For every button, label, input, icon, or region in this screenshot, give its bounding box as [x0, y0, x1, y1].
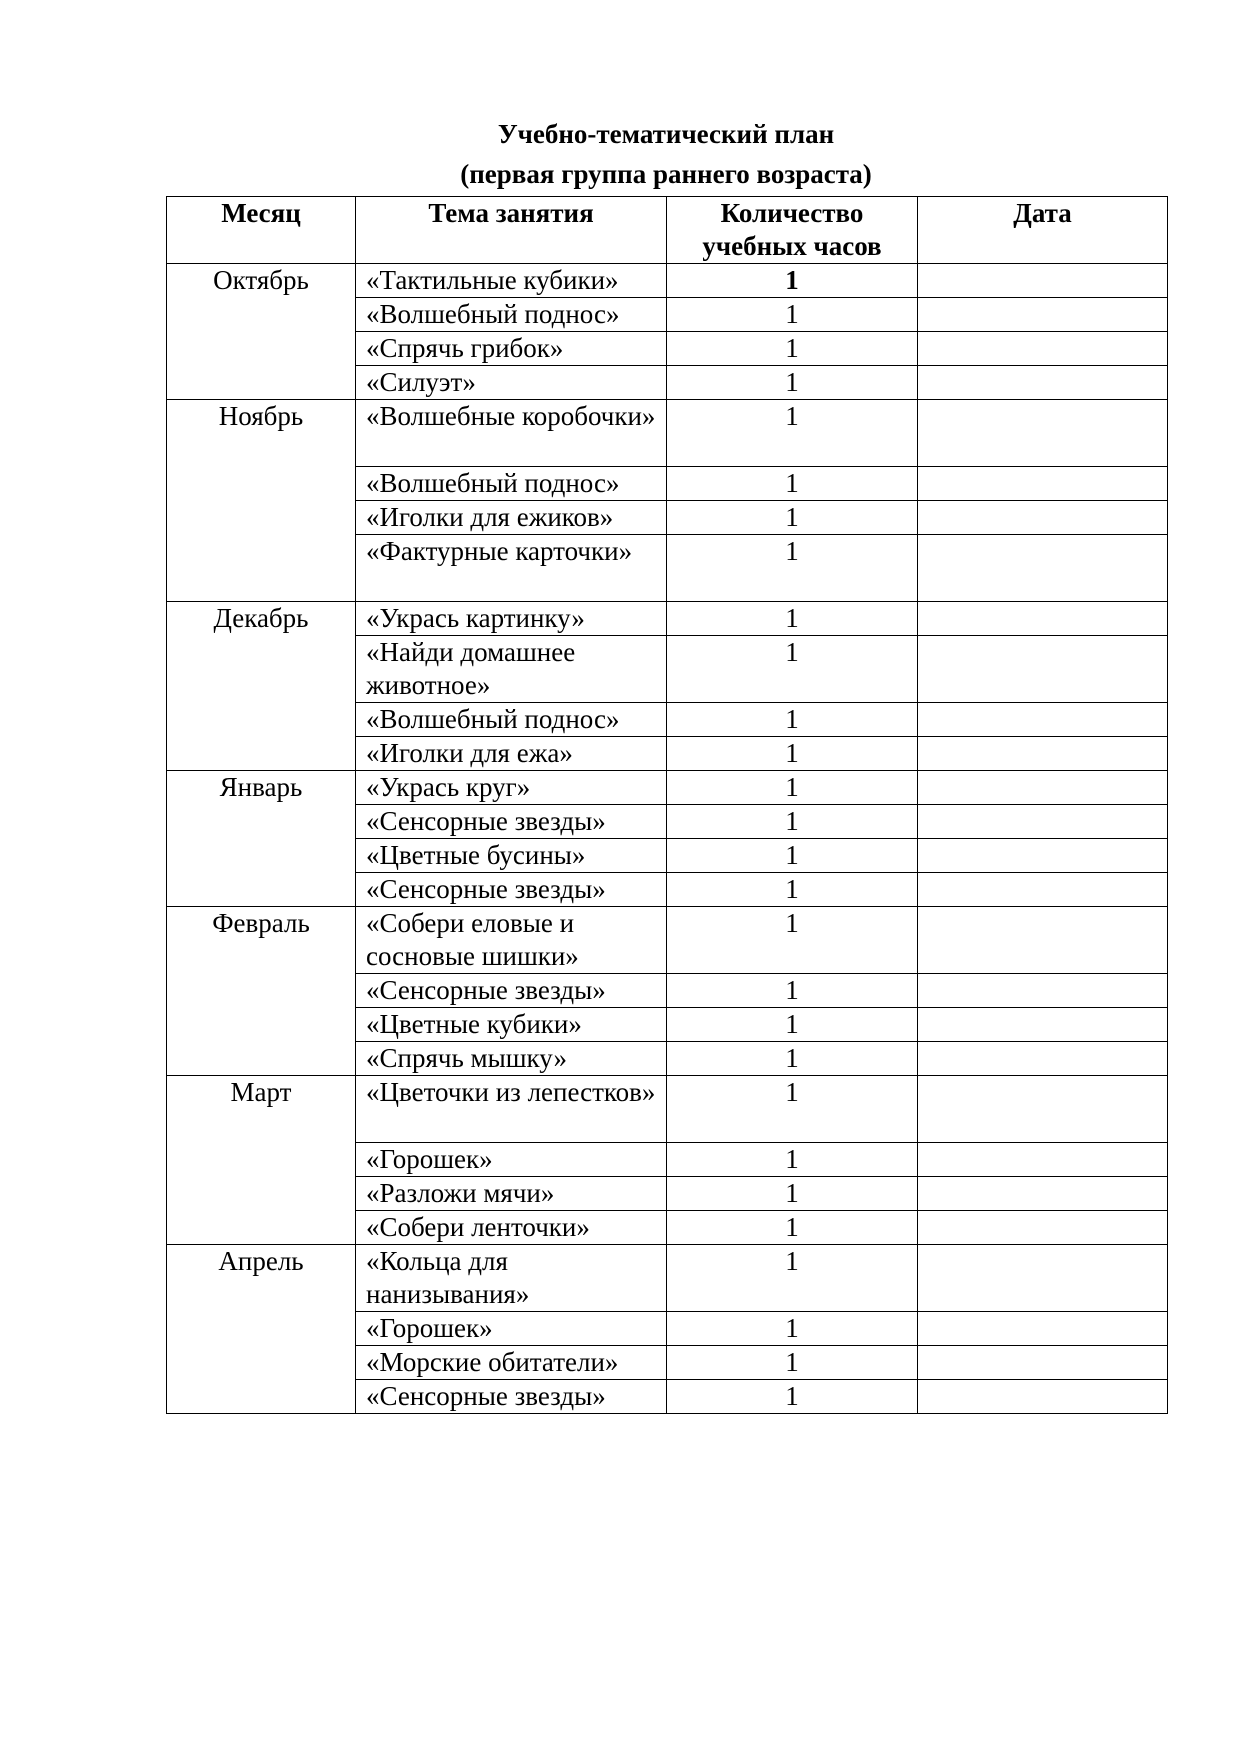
date-cell: [918, 400, 1168, 467]
date-cell: [918, 1076, 1168, 1143]
hours-cell: 1: [667, 501, 918, 535]
date-cell: [918, 264, 1168, 298]
table-row: [167, 907, 1168, 974]
month-cell: Январь: [167, 771, 356, 907]
document-subtitle: (первая группа раннего возраста): [460, 159, 872, 189]
topic-cell: «Морские обитатели»: [356, 1346, 667, 1380]
topic-cell: «Иголки для ежа»: [356, 737, 667, 771]
date-cell: [918, 839, 1168, 873]
date-cell: [918, 1143, 1168, 1177]
hours-cell: 1: [667, 366, 918, 400]
hours-cell: 1: [667, 805, 918, 839]
topic-cell: «Цветочки из лепестков»: [356, 1076, 667, 1143]
topic-cell: «Сенсорные звезды»: [356, 805, 667, 839]
table-row: [167, 264, 1168, 298]
date-cell: [918, 332, 1168, 366]
hours-cell: 1: [667, 332, 918, 366]
month-cell: Март: [167, 1076, 356, 1245]
table-row: [167, 1076, 1168, 1143]
topic-cell: «Волшебный поднос»: [356, 298, 667, 332]
header-month: Месяц: [167, 197, 356, 264]
topic-cell: «Кольца для нанизывания»: [356, 1245, 667, 1312]
topic-cell: «Сенсорные звезды»: [356, 873, 667, 907]
topic-cell: «Сенсорные звезды»: [356, 1380, 667, 1414]
month-cell: Апрель: [167, 1245, 356, 1414]
date-cell: [918, 1177, 1168, 1211]
hours-cell: 1: [667, 737, 918, 771]
date-cell: [918, 636, 1168, 703]
hours-cell: 1: [667, 636, 918, 703]
hours-cell: 1: [667, 703, 918, 737]
hours-cell: 1: [667, 839, 918, 873]
month-cell: Декабрь: [167, 602, 356, 771]
date-cell: [918, 1245, 1168, 1312]
hours-cell: 1: [667, 602, 918, 636]
date-cell: [918, 1042, 1168, 1076]
hours-cell: 1: [667, 1042, 918, 1076]
month-cell: Ноябрь: [167, 400, 356, 602]
date-cell: [918, 1312, 1168, 1346]
topic-cell: «Собери ленточки»: [356, 1211, 667, 1245]
topic-cell: «Разложи мячи»: [356, 1177, 667, 1211]
date-cell: [918, 907, 1168, 974]
plan-table: [166, 196, 1168, 1414]
hours-cell: 1: [667, 400, 918, 467]
hours-cell: 1: [667, 771, 918, 805]
topic-cell: «Спрячь мышку»: [356, 1042, 667, 1076]
header-hours: Количество учебных часов: [667, 197, 918, 264]
hours-cell: 1: [667, 1380, 918, 1414]
hours-cell: 1: [667, 907, 918, 974]
topic-cell: «Волшебный поднос»: [356, 467, 667, 501]
hours-cell: 1: [667, 1008, 918, 1042]
date-cell: [918, 501, 1168, 535]
topic-cell: «Цветные кубики»: [356, 1008, 667, 1042]
topic-cell: «Волшебные коробочки»: [356, 400, 667, 467]
hours-cell: 1: [667, 535, 918, 602]
topic-cell: «Силуэт»: [356, 366, 667, 400]
date-cell: [918, 737, 1168, 771]
topic-cell: «Спрячь грибок»: [356, 332, 667, 366]
month-cell: Февраль: [167, 907, 356, 1076]
date-cell: [918, 703, 1168, 737]
table-header-row: [167, 197, 1168, 264]
date-cell: [918, 1380, 1168, 1414]
date-cell: [918, 1211, 1168, 1245]
date-cell: [918, 602, 1168, 636]
hours-cell: 1: [667, 1177, 918, 1211]
hours-cell: 1: [667, 1346, 918, 1380]
date-cell: [918, 1346, 1168, 1380]
hours-cell: 1: [667, 1245, 918, 1312]
topic-cell: «Иголки для ежиков»: [356, 501, 667, 535]
date-cell: [918, 1008, 1168, 1042]
hours-cell: 1: [667, 467, 918, 501]
table-row: [167, 602, 1168, 636]
header-date: Дата: [918, 197, 1168, 264]
document-title: Учебно-тематический план: [497, 119, 835, 149]
hours-cell: 1: [667, 974, 918, 1008]
topic-cell: «Сенсорные звезды»: [356, 974, 667, 1008]
topic-cell: «Укрась картинку»: [356, 602, 667, 636]
hours-cell: 1: [667, 1076, 918, 1143]
topic-cell: «Фактурные карточки»: [356, 535, 667, 602]
table-row: [167, 400, 1168, 467]
date-cell: [918, 805, 1168, 839]
hours-cell: 1: [667, 1143, 918, 1177]
date-cell: [918, 771, 1168, 805]
topic-cell: «Цветные бусины»: [356, 839, 667, 873]
topic-cell: «Собери еловые и сосновые шишки»: [356, 907, 667, 974]
topic-cell: «Укрась круг»: [356, 771, 667, 805]
hours-cell: 1: [667, 1312, 918, 1346]
date-cell: [918, 974, 1168, 1008]
hours-cell: 1: [667, 264, 918, 298]
date-cell: [918, 535, 1168, 602]
month-cell: Октябрь: [167, 264, 356, 400]
table-row: [167, 1245, 1168, 1312]
topic-cell: «Тактильные кубики»: [356, 264, 667, 298]
date-cell: [918, 467, 1168, 501]
header-topic: Тема занятия: [356, 197, 667, 264]
table-row: [167, 771, 1168, 805]
hours-cell: 1: [667, 873, 918, 907]
date-cell: [918, 366, 1168, 400]
topic-cell: «Найди домашнее животное»: [356, 636, 667, 703]
table-body: [167, 264, 1168, 1414]
date-cell: [918, 298, 1168, 332]
hours-cell: 1: [667, 298, 918, 332]
date-cell: [918, 873, 1168, 907]
topic-cell: «Волшебный поднос»: [356, 703, 667, 737]
topic-cell: «Горошек»: [356, 1312, 667, 1346]
hours-cell: 1: [667, 1211, 918, 1245]
topic-cell: «Горошек»: [356, 1143, 667, 1177]
